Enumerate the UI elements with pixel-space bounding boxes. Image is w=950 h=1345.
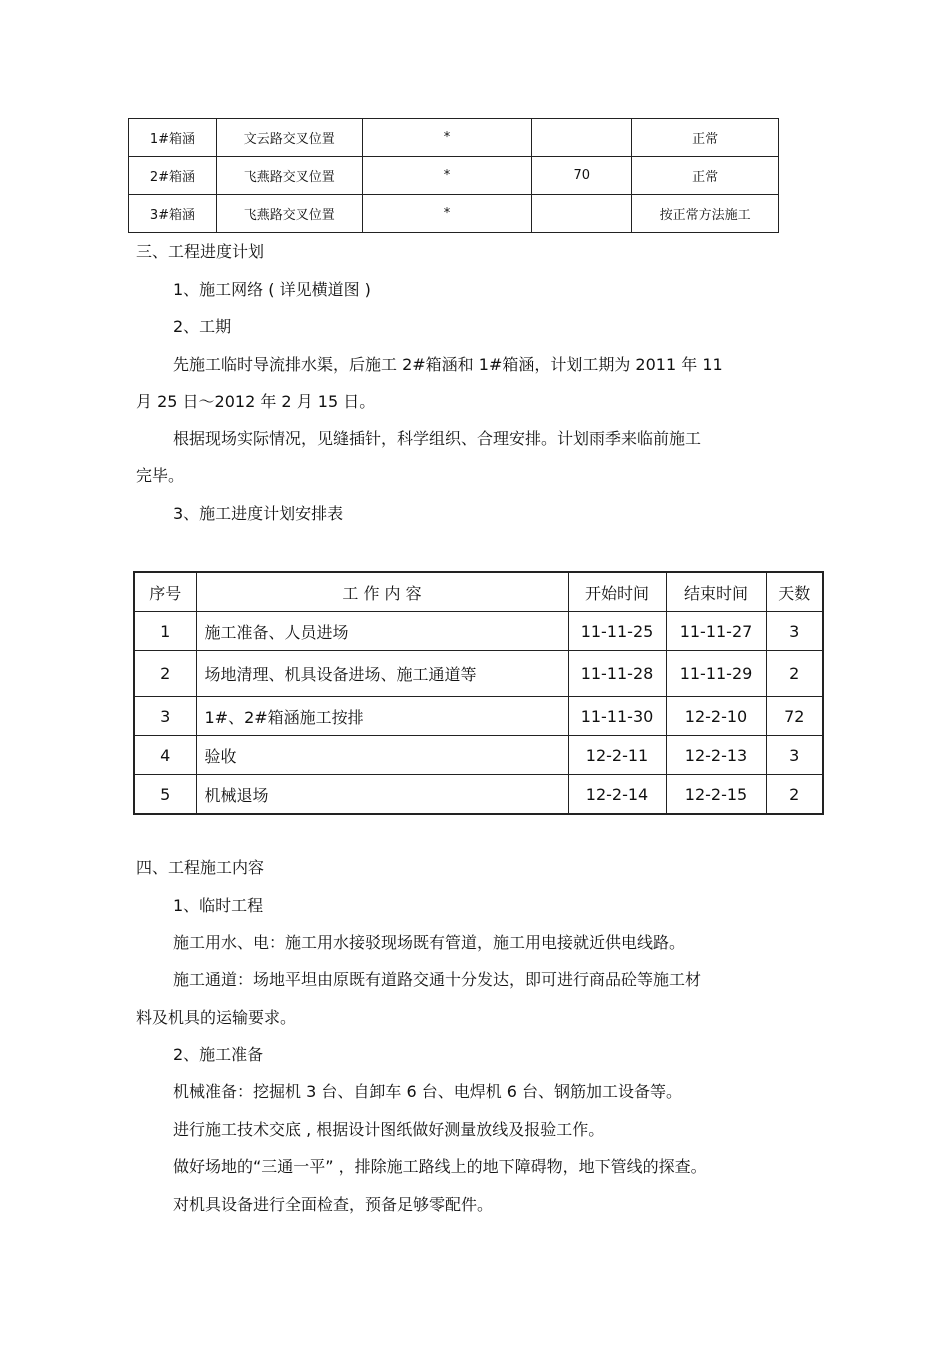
table-cell: 验收 [196, 736, 568, 775]
table-cell: * [362, 195, 532, 233]
table-cell: 11-11-29 [666, 651, 766, 697]
table-row [134, 697, 823, 736]
table-header: 序号 [134, 572, 196, 612]
list-item: 3、施工进度计划安排表 [173, 504, 344, 523]
table-cell [532, 119, 632, 157]
table-header: 天数 [766, 572, 823, 612]
paragraph: 施工通道：场地平坦由原既有道路交通十分发达，即可进行商品砼等施工材 [173, 970, 702, 989]
table-cell: 施工准备、人员进场 [196, 612, 568, 651]
table-cell: 正常 [632, 157, 779, 195]
table-header: 工 作 内 容 [196, 572, 568, 612]
table-row [134, 612, 823, 651]
table-cell: 12-2-13 [666, 736, 766, 775]
table-header: 开始时间 [568, 572, 666, 612]
table-cell: 11-11-30 [568, 697, 666, 736]
table-cell: 按正常方法施工 [632, 195, 779, 233]
table-cell: 72 [766, 697, 823, 736]
table-cell: 飞燕路交叉位置 [216, 157, 362, 195]
paragraph: 月 25 日～2012 年 2 月 15 日。 [136, 392, 376, 411]
table-cell: 飞燕路交叉位置 [216, 195, 362, 233]
table-cell [532, 195, 632, 233]
table-cell: 3 [134, 697, 196, 736]
table-cell: 1#、2#箱涵施工按排 [196, 697, 568, 736]
table-cell: 12-2-15 [666, 775, 766, 815]
table-cell: 3 [766, 736, 823, 775]
table-cell: 11-11-28 [568, 651, 666, 697]
table-cell: 11-11-25 [568, 612, 666, 651]
paragraph: 机械准备：挖掘机 3 台、自卸车 6 台、电焊机 6 台、钢筋加工设备等。 [173, 1082, 683, 1101]
table-cell: 2 [766, 651, 823, 697]
paragraph: 做好场地的“三通一平” ，排除施工路线上的地下障碍物，地下管线的探查。 [173, 1157, 707, 1176]
table-cell: 3 [766, 612, 823, 651]
table-cell: 5 [134, 775, 196, 815]
table-cell: 12-2-14 [568, 775, 666, 815]
table-cell: 2#箱涵 [129, 157, 217, 195]
paragraph: 先施工临时导流排水渠，后施工 2#箱涵和 1#箱涵，计划工期为 2011 年 11 [173, 355, 723, 374]
paragraph: 施工用水、电：施工用水接驳现场既有管道，施工用电接就近供电线路。 [173, 933, 686, 952]
schedule-table [133, 571, 824, 815]
table-cell: * [362, 119, 532, 157]
table-cell: 12-2-11 [568, 736, 666, 775]
table-cell: 2 [766, 775, 823, 815]
table-cell: 机械退场 [196, 775, 568, 815]
paragraph: 对机具设备进行全面检查，预备足够零配件。 [173, 1195, 494, 1214]
table-header-row [134, 572, 823, 612]
crossing-table [128, 118, 779, 233]
table-cell: 12-2-10 [666, 697, 766, 736]
table-cell: 场地清理、机具设备进场、施工通道等 [196, 651, 568, 697]
table-row [129, 157, 779, 195]
table-cell: 1#箱涵 [129, 119, 217, 157]
table-cell: 11-11-27 [666, 612, 766, 651]
table-cell: * [362, 157, 532, 195]
table-row [134, 736, 823, 775]
table-row [129, 119, 779, 157]
list-item: 1、临时工程 [173, 896, 264, 915]
paragraph: 根据现场实际情况，见缝插针，科学组织、合理安排。计划雨季来临前施工 [173, 429, 702, 448]
table-row [134, 651, 823, 697]
section-heading: 三、工程进度计划 [136, 242, 265, 261]
table-cell: 3#箱涵 [129, 195, 217, 233]
paragraph: 进行施工技术交底 , 根据设计图纸做好测量放线及报验工作。 [173, 1120, 605, 1139]
paragraph: 料及机具的运输要求。 [136, 1008, 297, 1027]
list-item: 2、施工准备 [173, 1045, 264, 1064]
section-heading: 四、工程施工内容 [136, 858, 265, 877]
table-cell: 4 [134, 736, 196, 775]
table-cell: 1 [134, 612, 196, 651]
table-cell: 文云路交叉位置 [216, 119, 362, 157]
table-cell: 正常 [632, 119, 779, 157]
list-item: 2、工期 [173, 317, 232, 336]
table-row [129, 195, 779, 233]
table-cell: 2 [134, 651, 196, 697]
table-header: 结束时间 [666, 572, 766, 612]
table-cell: 70 [532, 157, 632, 195]
paragraph: 完毕。 [136, 466, 185, 485]
table-row [134, 775, 823, 815]
list-item: 1、施工网络 ( 详见横道图 ) [173, 280, 371, 299]
